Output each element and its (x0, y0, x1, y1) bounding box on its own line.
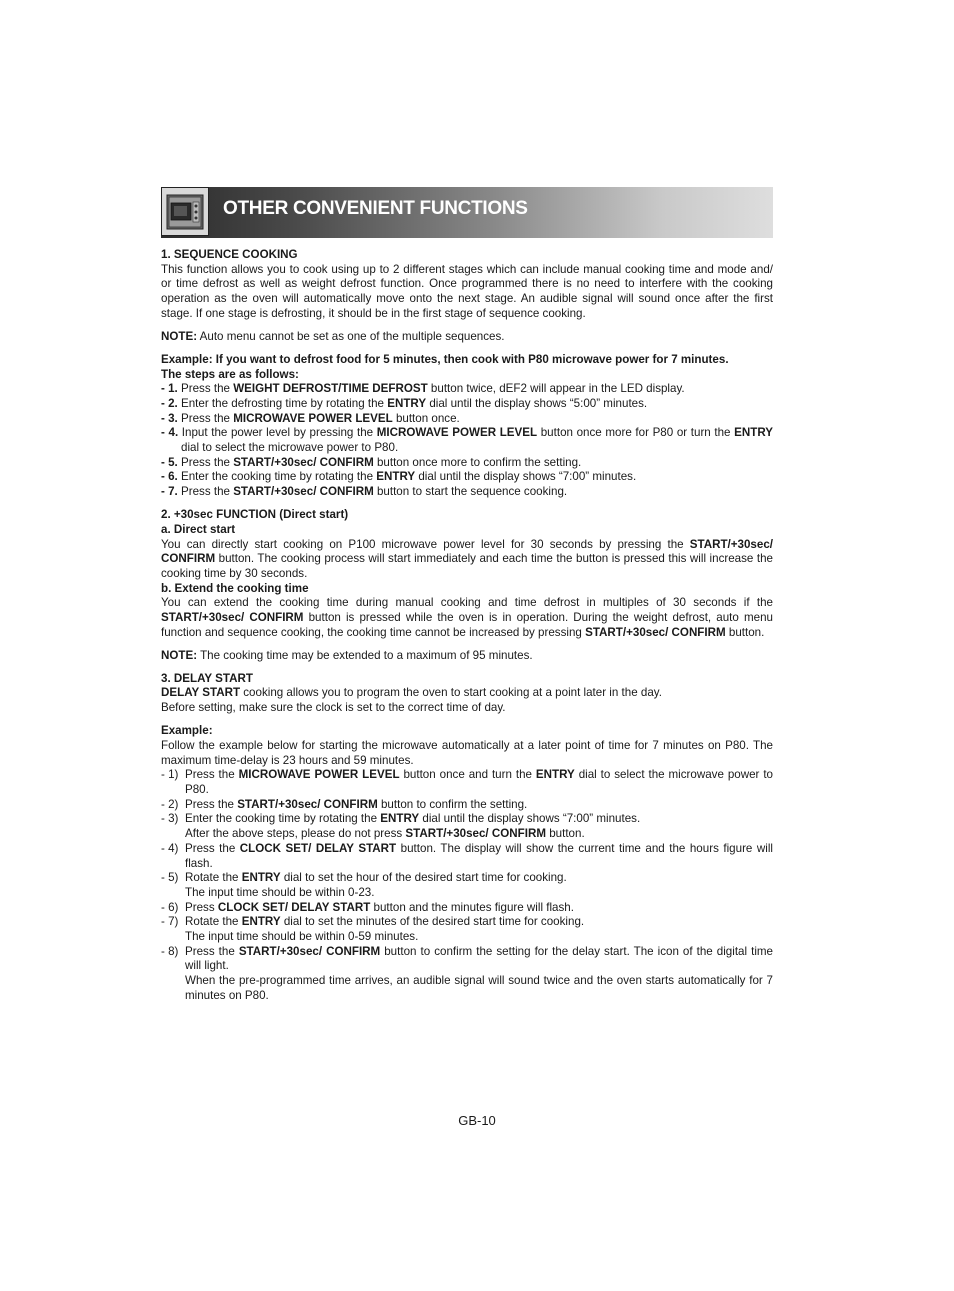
section-1-example: Example: If you want to defrost food for 5 minutes, then cook with P80 microwave power for 7 minutes. (161, 352, 729, 366)
section-1-step: - 4. Input the power level by pressing the MICROWAVE POWER LEVEL button once more for P80 or turn the ENTRY dial to select the microwave power to P80. (161, 426, 774, 455)
section-1-step: - 3. Press the MICROWAVE POWER LEVEL button once. (161, 411, 460, 425)
section-1-step: - 1. Press the WEIGHT DEFROST/TIME DEFROST button twice, dEF2 will appear in the LED display. (161, 382, 685, 396)
section-1-title: 1. SEQUENCE COOKING (161, 248, 298, 261)
section-3-step: - 8) Press the START/+30sec/ CONFIRM button to confirm the setting for the delay start. The icon of the digital time will light. When the pre-programmed time arrives, an audible signal will sound twice and the oven starts automatically for 7 minutes on P80. (161, 944, 774, 1002)
document-body (161, 248, 773, 1004)
section-1-step: - 2. Enter the defrosting time by rotating the ENTRY dial until the display shows “5:00” minutes. (161, 396, 648, 410)
section-2-title: 2. +30sec FUNCTION (Direct start) (161, 508, 349, 522)
microwave-icon (166, 194, 204, 230)
section-3-step: - 7) Rotate the ENTRY dial to set the minutes of the desired start time for cooking. The input time should be within 0-59 minutes. (161, 915, 585, 944)
section-3-intro: DELAY START cooking allows you to program the oven to start cooking at a point later in the day. (161, 686, 662, 700)
page-title: OTHER CONVENIENT FUNCTIONS (223, 198, 528, 219)
section-3-example-text: Follow the example below for starting the microwave automatically at a later point of time for 7 minutes on P80. The maximum time-delay is 23 hours and 59 minutes. (161, 738, 773, 767)
section-1-step: - 6. Enter the cooking time by rotating the ENTRY dial until the display shows “7:00” minutes. (161, 470, 637, 484)
section-3-before: Before setting, make sure the clock is set to the correct time of day. (161, 701, 506, 715)
section-3-example-label: Example: (161, 724, 213, 738)
section-2a-text: You can directly start cooking on P100 microwave power level for 30 seconds by pressing the START/+30sec/ CONFIRM button. The cooking process will start immediately and each time the button is pressed this will increase the cooking time by 30 seconds. (161, 537, 773, 580)
section-3-title: 3. DELAY START (161, 671, 253, 685)
section-1-step: - 7. Press the START/+30sec/ CONFIRM button to start the sequence cooking. (161, 485, 568, 499)
section-2b-text: You can extend the cooking time during manual cooking and time defrost in multiples of 30 seconds if the START/+30sec/ CONFIRM button is pressed while the oven is in operation. During the weight defrost, auto menu function and sequence cooking, the cooking time cannot be increased by pressing START/+30sec/ CONFIRM button. (161, 596, 773, 639)
section-3-step: - 6) Press CLOCK SET/ DELAY START button and the minutes figure will flash. (161, 900, 574, 914)
section-2a-title: a. Direct start (161, 522, 236, 536)
section-3-step: - 4) Press the CLOCK SET/ DELAY START button. The display will show the current time and the hours figure will flash. (161, 841, 773, 870)
section-3-step: - 3) Enter the cooking time by rotating the ENTRY dial until the display shows “7:00” minutes. After the above steps, please do not press START/+30sec/ CONFIRM button. (161, 812, 641, 841)
section-3-step: - 1) Press the MICROWAVE POWER LEVEL button once and turn the ENTRY dial to select the microwave power to P80. (161, 768, 774, 796)
section-2-note: NOTE: The cooking time may be extended to a maximum of 95 minutes. (161, 648, 533, 662)
section-1-note: NOTE: Auto menu cannot be set as one of the multiple sequences. (161, 329, 505, 343)
section-1-step: - 5. Press the START/+30sec/ CONFIRM button once more to confirm the setting. (161, 455, 582, 469)
section-3-step: - 2) Press the START/+30sec/ CONFIRM button to confirm the setting. (161, 797, 528, 811)
section-header (161, 187, 773, 238)
section-1-intro: This function allows you to cook using up to 2 different stages which can include manual cooking time and mode and/ or time defrost as well as weight defrost function. Once programmed there is no need to interfere with the cooking operation as the oven will automatically move onto the next stage. An audible signal will sound once after the first stage. If one stage is defrosting, it should be in the first stage of sequence cooking. (161, 262, 773, 320)
section-1-steps-heading: The steps are as follows: (161, 367, 299, 381)
section-3-step: - 5) Rotate the ENTRY dial to set the hour of the desired start time for cooking. The input time should be within 0-23. (161, 871, 567, 899)
page-number: GB-10 (458, 1113, 496, 1128)
header-icon-box (161, 187, 209, 236)
section-2b-title: b. Extend the cooking time (161, 581, 309, 595)
